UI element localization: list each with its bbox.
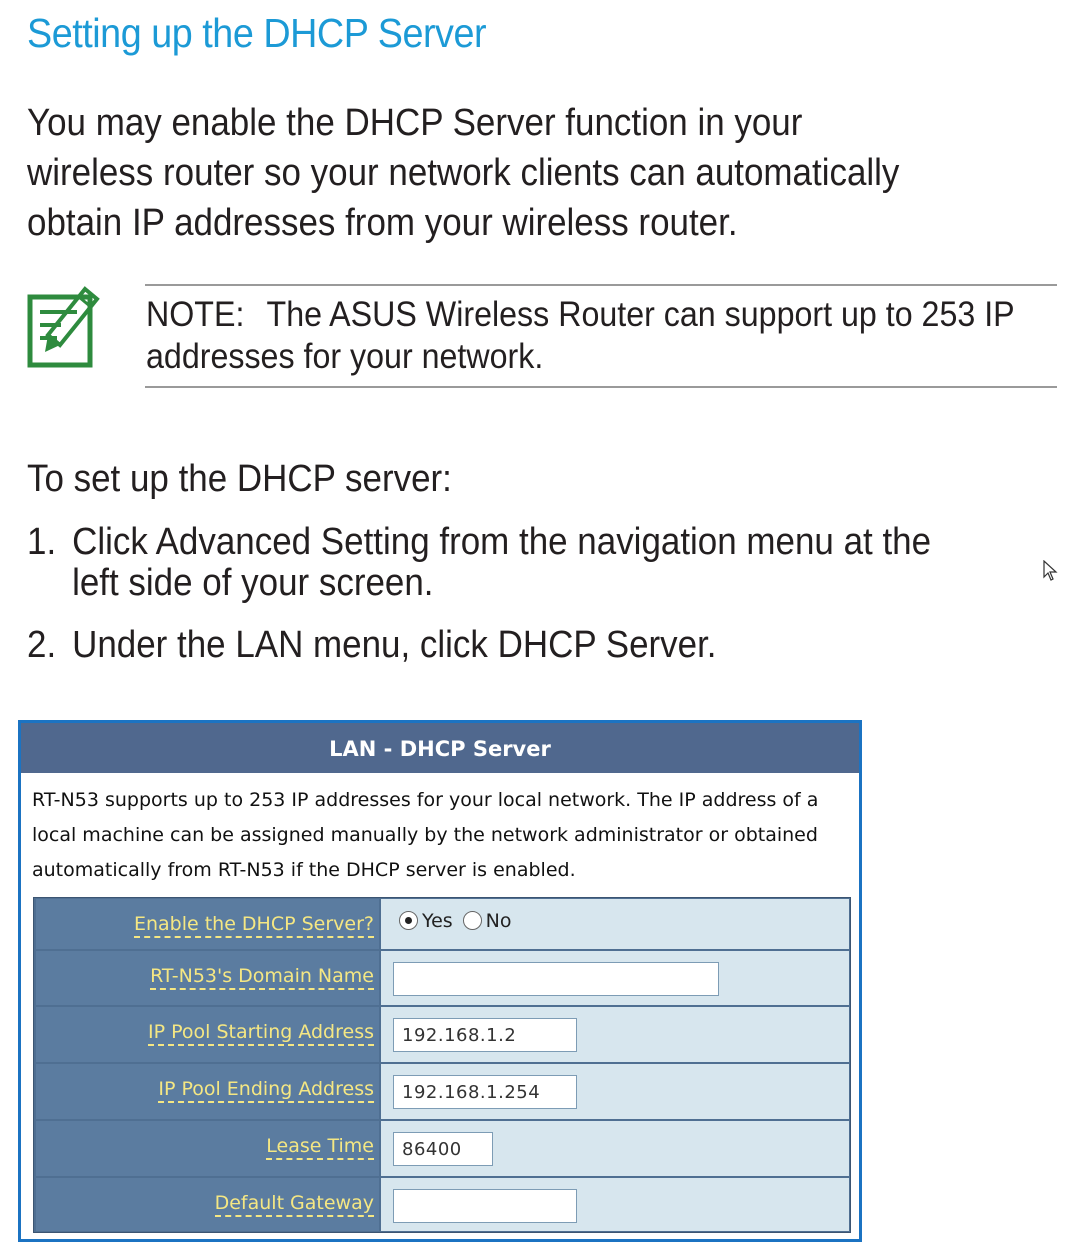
form-row-domain-name [34,950,850,1006]
pool-start-label[interactable]: IP Pool Starting Address [148,1021,374,1046]
enable-dhcp-no-radio[interactable] [463,911,482,930]
domain-name-label[interactable]: RT-N53's Domain Name [150,965,374,990]
note-bottom-rule [145,386,1057,388]
enable-dhcp-radio-group [399,910,522,932]
yes-label[interactable]: Yes [422,910,453,932]
no-label[interactable]: No [485,910,512,932]
domain-name-input[interactable] [393,962,719,996]
step-number: 2. [27,624,57,666]
form-row-pool-end [34,1063,850,1120]
panel-description: RT-N53 supports up to 253 IP addresses for your local network. The IP address of a local machine can be assigned manually by the network administrator or obtained automatically from RT-N53 if the DHCP server is enabled. [32,789,819,881]
page-heading: Setting up the DHCP Server [27,10,487,56]
form-row-enable-dhcp [34,898,850,950]
note-label: NOTE: [146,295,245,334]
step-item [27,625,955,666]
note-pencil-icon [27,285,101,370]
default-gateway-input[interactable] [393,1189,577,1223]
lease-time-input[interactable]: 86400 [393,1132,493,1166]
step-text: Click Advanced Setting from the navigation menu at the left side of your screen. [72,521,932,604]
panel-title: LAN - DHCP Server [21,723,859,773]
step-number: 1. [27,521,57,563]
lease-time-label[interactable]: Lease Time [266,1135,374,1160]
dhcp-form [33,897,851,1233]
enable-dhcp-label[interactable]: Enable the DHCP Server? [134,913,374,938]
step-text: Under the LAN menu, click DHCP Server. [72,624,717,666]
form-row-pool-start [34,1006,850,1063]
steps-title: To set up the DHCP server: [27,458,452,500]
intro-paragraph: You may enable the DHCP Server function in your wireless router so your network clients can automatically obtain IP addresses from your wireless router. [27,102,900,244]
pool-end-label[interactable]: IP Pool Ending Address [158,1078,374,1103]
note-text: The ASUS Wireless Router can support up to 253 IP addresses for your network. [146,295,1015,376]
pool-start-input[interactable]: 192.168.1.2 [393,1018,577,1052]
pool-end-input[interactable]: 192.168.1.254 [393,1075,577,1109]
mouse-pointer-icon [1042,560,1058,582]
form-row-lease-time [34,1120,850,1177]
enable-dhcp-yes-radio[interactable] [399,911,418,930]
note-top-rule [145,284,1057,286]
step-item [27,522,955,604]
default-gateway-label[interactable]: Default Gateway [215,1192,374,1217]
dhcp-settings-screenshot [18,720,862,1242]
form-row-default-gateway [34,1177,850,1232]
note-box [146,294,1029,378]
